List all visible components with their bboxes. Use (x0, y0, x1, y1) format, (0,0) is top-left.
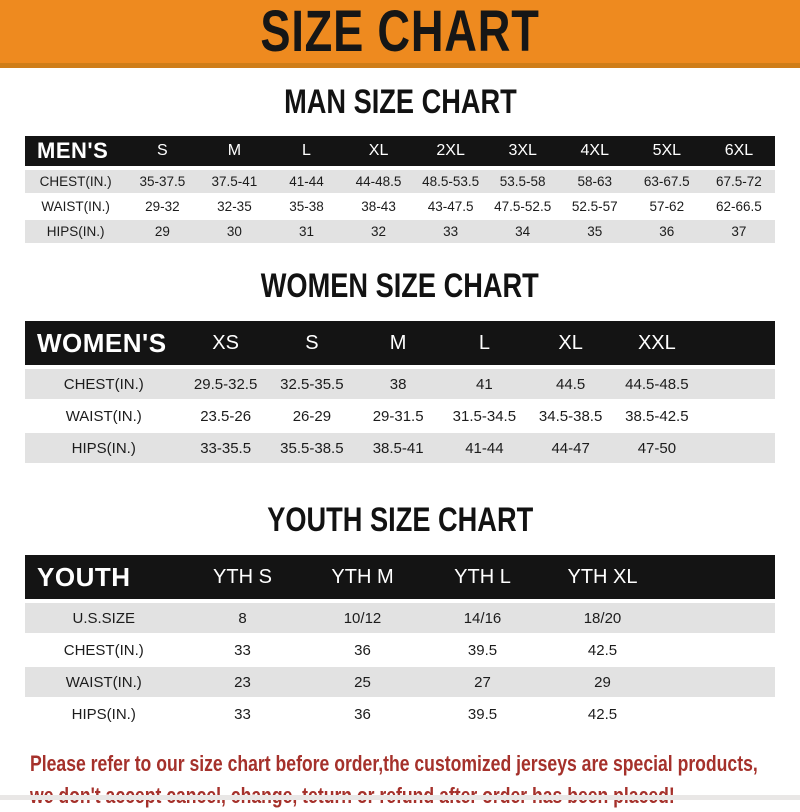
size-value-cell: 36 (631, 220, 703, 245)
size-value-cell: 23.5-26 (183, 401, 269, 433)
size-value-cell: 33 (415, 220, 487, 245)
size-column-header: M (355, 321, 441, 369)
size-value-cell: 44.5 (528, 369, 614, 401)
size-value-cell: 53.5-58 (487, 170, 559, 195)
size-column-header: YTH S (183, 555, 303, 603)
size-value-cell: 37.5-41 (198, 170, 270, 195)
size-column-header: L (270, 136, 342, 170)
size-value-cell: 39.5 (423, 699, 543, 731)
size-value-cell: 33 (183, 699, 303, 731)
size-column-header: XL (528, 321, 614, 369)
size-value-cell: 34.5-38.5 (528, 401, 614, 433)
row-label: CHEST(IN.) (25, 170, 126, 195)
size-value-cell: 25 (303, 667, 423, 699)
size-value-cell: 27 (423, 667, 543, 699)
size-value-cell: 57-62 (631, 195, 703, 220)
size-column-header: S (269, 321, 355, 369)
size-value-cell: 29 (543, 667, 663, 699)
size-value-cell: 44-48.5 (343, 170, 415, 195)
youth-section-heading (0, 503, 800, 539)
measurement-row (25, 667, 775, 699)
size-value-cell: 10/12 (303, 603, 423, 635)
size-value-cell: 29-31.5 (355, 401, 441, 433)
size-value-cell: 35-38 (270, 195, 342, 220)
size-column-header: 3XL (487, 136, 559, 170)
men-size-section (0, 85, 800, 245)
size-value-cell: 39.5 (423, 635, 543, 667)
table-corner-label: WOMEN'S (25, 321, 183, 369)
size-value-cell: 63-67.5 (631, 170, 703, 195)
row-label: HIPS(IN.) (25, 433, 183, 465)
bottom-edge-strip (0, 795, 800, 800)
men-section-heading-text: MAN SIZE CHART (283, 83, 517, 121)
filler-cell (663, 667, 776, 699)
size-value-cell: 23 (183, 667, 303, 699)
filler-cell (663, 603, 776, 635)
table-corner-label: MEN'S (25, 136, 126, 170)
size-value-cell: 38.5-42.5 (614, 401, 700, 433)
filler-cell (700, 433, 775, 465)
measurement-row (25, 170, 775, 195)
size-value-cell: 42.5 (543, 699, 663, 731)
size-column-header: XS (183, 321, 269, 369)
banner-title: SIZE CHART (260, 0, 540, 64)
size-value-cell: 41-44 (441, 433, 527, 465)
size-value-cell: 35-37.5 (126, 170, 198, 195)
size-value-cell: 32.5-35.5 (269, 369, 355, 401)
table-header-row (25, 136, 775, 170)
row-label: WAIST(IN.) (25, 401, 183, 433)
size-column-header: XL (343, 136, 415, 170)
measurement-row (25, 195, 775, 220)
size-column-header: YTH M (303, 555, 423, 603)
table-header-row (25, 321, 775, 369)
size-column-header: XXL (614, 321, 700, 369)
size-value-cell: 18/20 (543, 603, 663, 635)
size-value-cell: 31 (270, 220, 342, 245)
size-value-cell: 36 (303, 699, 423, 731)
youth-size-table (25, 555, 775, 731)
size-value-cell: 29 (126, 220, 198, 245)
row-label: CHEST(IN.) (25, 369, 183, 401)
size-value-cell: 38.5-41 (355, 433, 441, 465)
size-value-cell: 67.5-72 (703, 170, 775, 195)
filler-cell (663, 699, 776, 731)
measurement-row (25, 220, 775, 245)
row-label: HIPS(IN.) (25, 699, 183, 731)
women-section-heading (0, 266, 800, 305)
filler-cell (663, 555, 776, 603)
youth-section-heading-text: YOUTH SIZE CHART (267, 501, 533, 540)
size-value-cell: 33-35.5 (183, 433, 269, 465)
men-section-heading (0, 85, 800, 121)
table-header-row (25, 555, 775, 603)
size-value-cell: 47.5-52.5 (487, 195, 559, 220)
size-value-cell: 58-63 (559, 170, 631, 195)
filler-cell (700, 401, 775, 433)
size-value-cell: 41 (441, 369, 527, 401)
size-value-cell: 33 (183, 635, 303, 667)
filler-cell (700, 321, 775, 369)
size-column-header: S (126, 136, 198, 170)
size-value-cell: 48.5-53.5 (415, 170, 487, 195)
disclaimer-line-1: Please refer to our size chart before order,the customized jerseys are special products, (30, 751, 758, 777)
size-value-cell: 43-47.5 (415, 195, 487, 220)
size-value-cell: 31.5-34.5 (441, 401, 527, 433)
women-section-heading-text: WOMEN SIZE CHART (260, 266, 540, 305)
row-label: U.S.SIZE (25, 603, 183, 635)
size-value-cell: 35.5-38.5 (269, 433, 355, 465)
youth-size-section (0, 503, 800, 731)
filler-cell (663, 635, 776, 667)
size-value-cell: 36 (303, 635, 423, 667)
size-column-header: 5XL (631, 136, 703, 170)
size-value-cell: 41-44 (270, 170, 342, 195)
men-size-table (25, 136, 775, 245)
size-value-cell: 62-66.5 (703, 195, 775, 220)
row-label: HIPS(IN.) (25, 220, 126, 245)
size-column-header: YTH XL (543, 555, 663, 603)
size-value-cell: 29.5-32.5 (183, 369, 269, 401)
women-size-table (25, 321, 775, 465)
size-column-header: 6XL (703, 136, 775, 170)
size-value-cell: 47-50 (614, 433, 700, 465)
size-value-cell: 29-32 (126, 195, 198, 220)
size-value-cell: 44.5-48.5 (614, 369, 700, 401)
measurement-row (25, 401, 775, 433)
size-column-header: M (198, 136, 270, 170)
size-value-cell: 26-29 (269, 401, 355, 433)
size-chart-banner (0, 0, 800, 68)
size-column-header: L (441, 321, 527, 369)
row-label: WAIST(IN.) (25, 195, 126, 220)
size-value-cell: 38 (355, 369, 441, 401)
size-value-cell: 30 (198, 220, 270, 245)
measurement-row (25, 603, 775, 635)
measurement-row (25, 699, 775, 731)
size-value-cell: 42.5 (543, 635, 663, 667)
measurement-row (25, 635, 775, 667)
size-value-cell: 32-35 (198, 195, 270, 220)
size-column-header: 2XL (415, 136, 487, 170)
measurement-row (25, 369, 775, 401)
size-value-cell: 8 (183, 603, 303, 635)
size-value-cell: 52.5-57 (559, 195, 631, 220)
disclaimer-note (30, 748, 800, 812)
size-column-header: 4XL (559, 136, 631, 170)
row-label: CHEST(IN.) (25, 635, 183, 667)
size-value-cell: 38-43 (343, 195, 415, 220)
size-value-cell: 14/16 (423, 603, 543, 635)
size-value-cell: 37 (703, 220, 775, 245)
size-column-header: YTH L (423, 555, 543, 603)
women-size-section (0, 266, 800, 466)
size-value-cell: 35 (559, 220, 631, 245)
table-corner-label: YOUTH (25, 555, 183, 603)
filler-cell (700, 369, 775, 401)
size-value-cell: 34 (487, 220, 559, 245)
row-label: WAIST(IN.) (25, 667, 183, 699)
measurement-row (25, 433, 775, 465)
size-value-cell: 44-47 (528, 433, 614, 465)
size-value-cell: 32 (343, 220, 415, 245)
